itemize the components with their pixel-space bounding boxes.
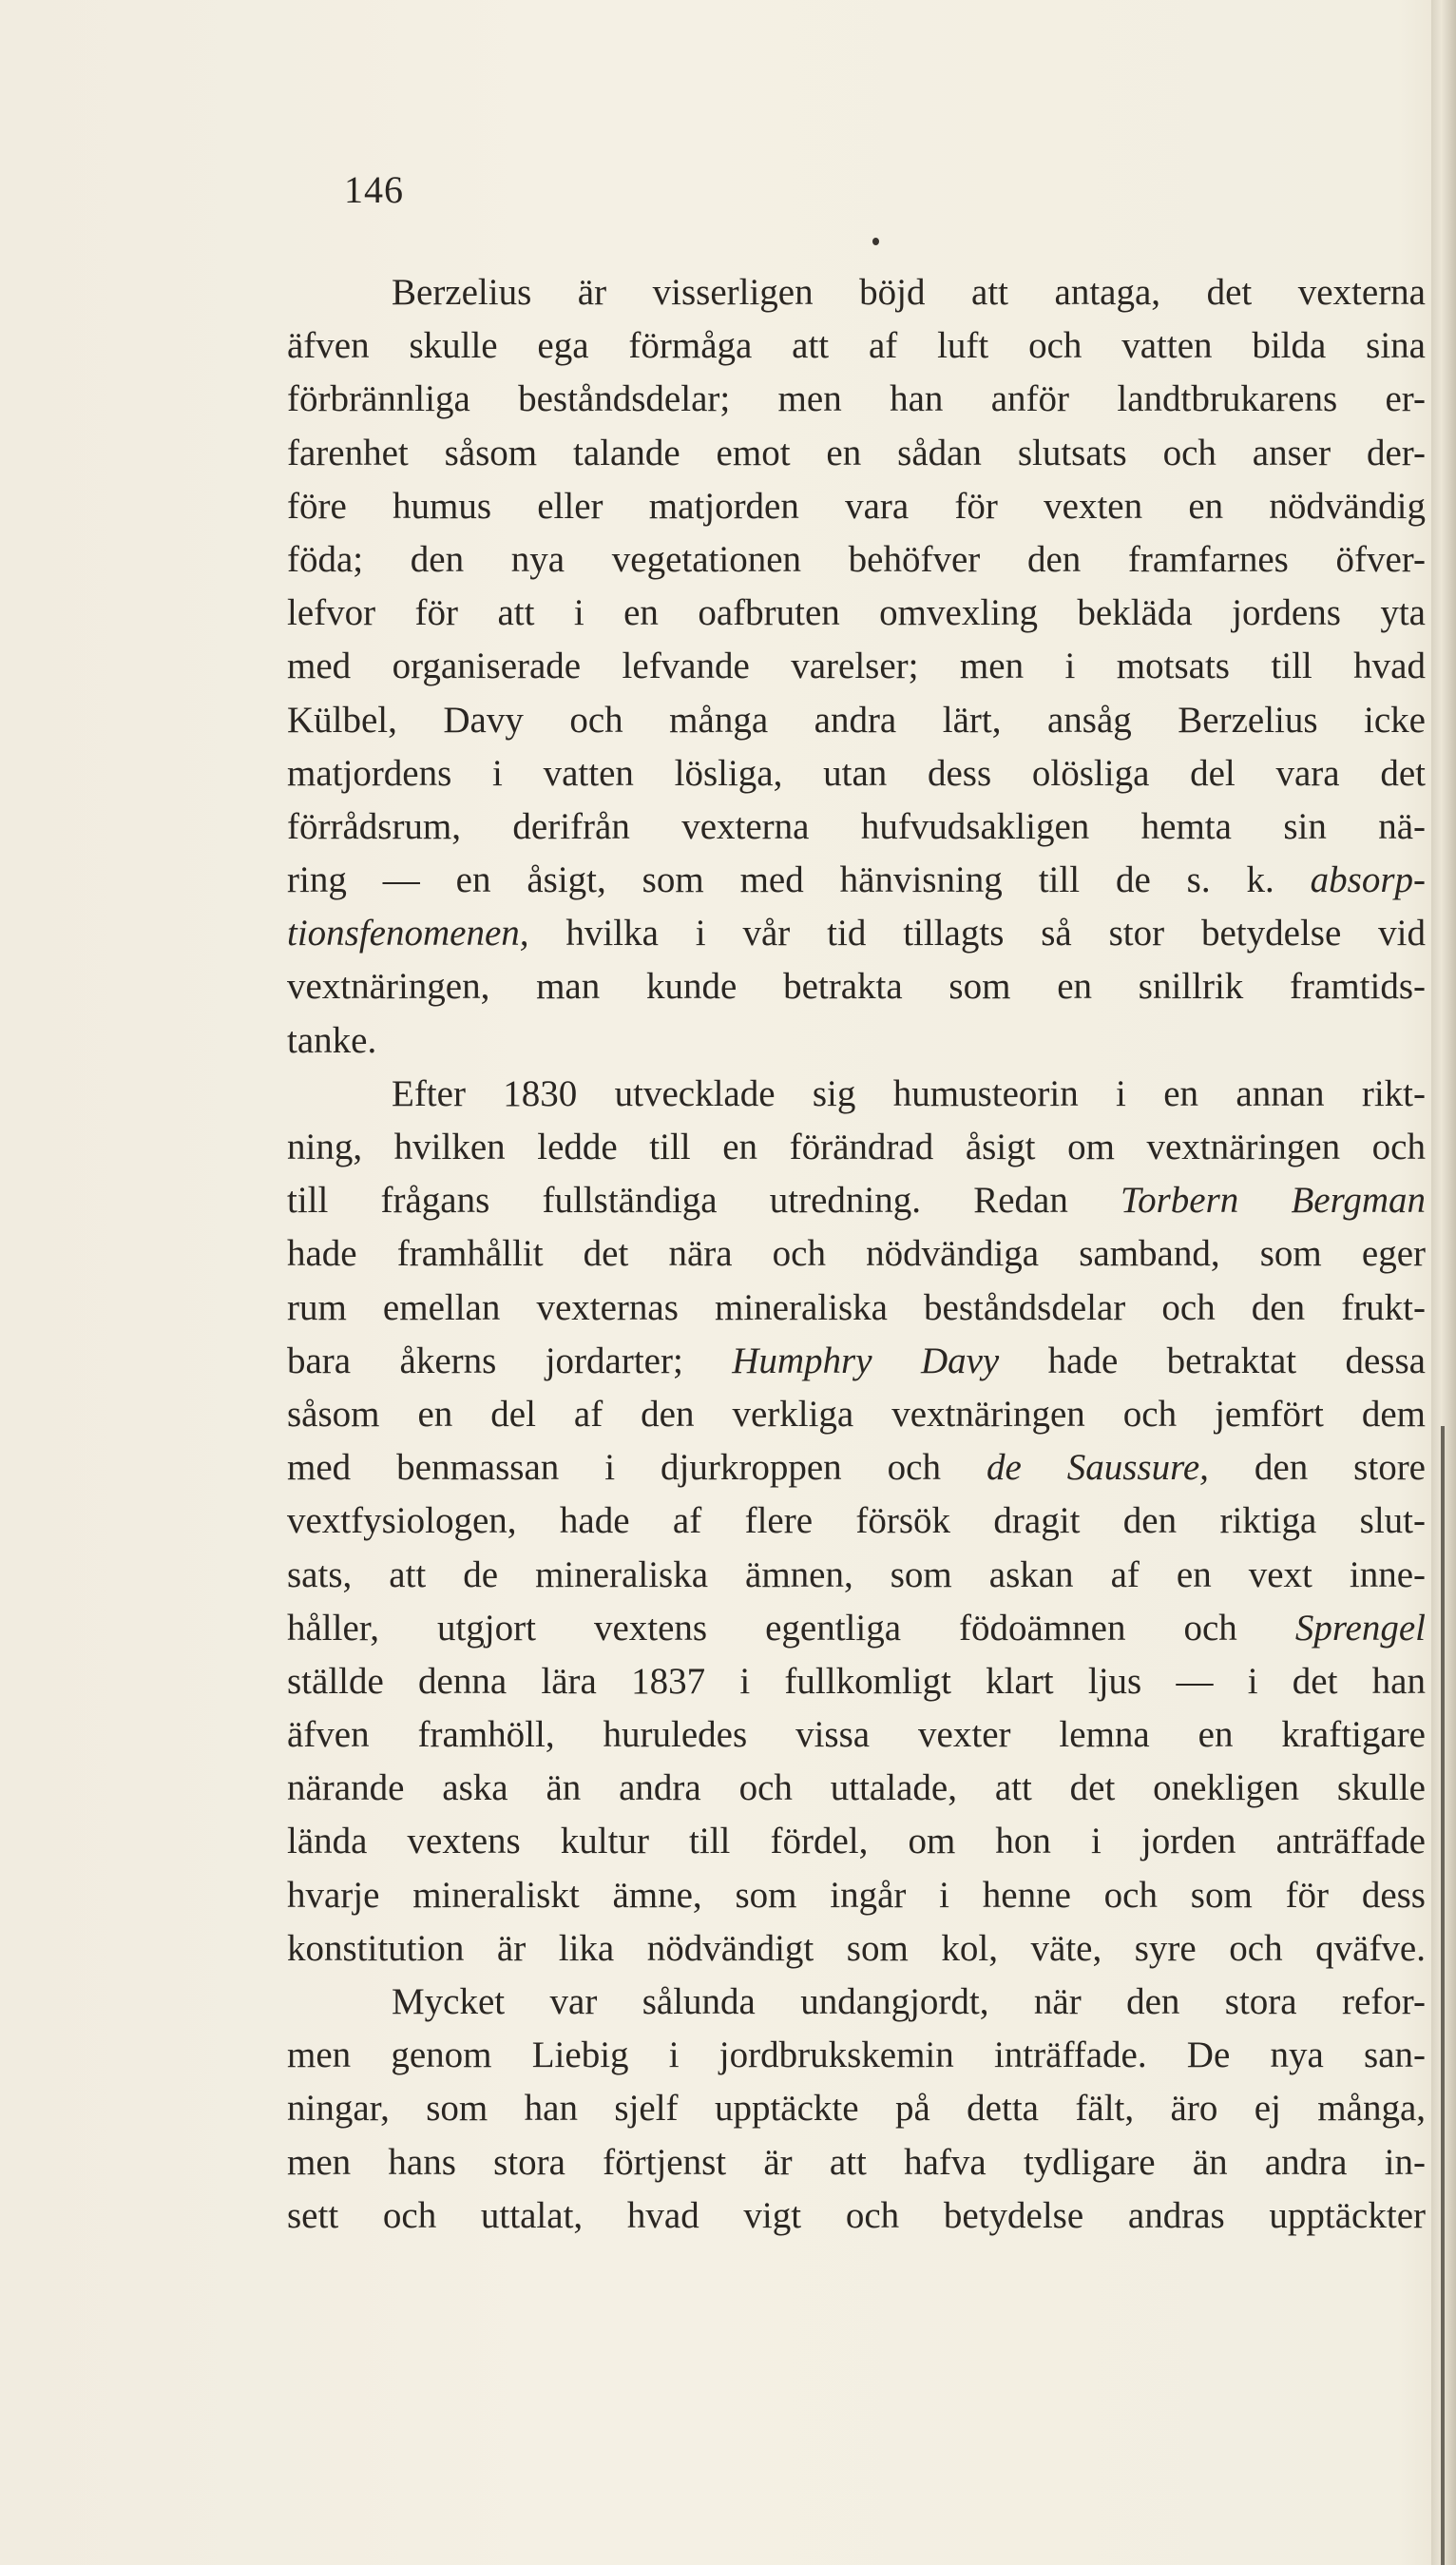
- text-line: [287, 1815, 1426, 1868]
- text-segment: äfven framhöll, huruledes vissa vexter lemna en kraftigare: [287, 1714, 1426, 1756]
- text-segment: hvilka i vår tid tillagts så stor betydelse vid: [528, 913, 1426, 955]
- text-segment: vextnäringen, man kunde betrakta som en snillrik framtids-: [287, 966, 1426, 1008]
- text-line: [287, 747, 1426, 800]
- text-line: [287, 1014, 1426, 1068]
- text-segment: föda; den nya vegetationen behöfver den framfarnes öfver-: [287, 538, 1426, 580]
- text-segment: hade framhållit det nära och nödvändiga samband, som eger: [287, 1233, 1426, 1275]
- text-segment: vextfysiologen, hade af flere försök dragit den riktiga slut-: [287, 1500, 1426, 1542]
- text-line: [287, 1121, 1426, 1174]
- text-segment: tanke.: [287, 1019, 377, 1061]
- text-line: [287, 1174, 1426, 1227]
- text-segment: till frågans fullständiga utredning. Redan: [287, 1180, 1121, 1222]
- text-line: [287, 1549, 1426, 1602]
- text-line: [287, 2082, 1426, 2135]
- text-segment: med organiserade lefvande varelser; men i motsats till hvad: [287, 646, 1426, 687]
- text-line: [287, 533, 1426, 587]
- text-line: [287, 2136, 1426, 2189]
- text-segment: sats, att de mineraliska ämnen, som askan af en vext inne-: [287, 1553, 1426, 1595]
- text-line: [287, 1976, 1426, 2029]
- text-segment: ning, hvilken ledde till en förändrad åsigt om vextnäringen och: [287, 1127, 1426, 1167]
- body-text: [287, 266, 1426, 2243]
- italic-text: de Saussure,: [986, 1447, 1209, 1489]
- text-line: [287, 1762, 1426, 1815]
- text-line: [287, 427, 1426, 480]
- italic-text: absorp-: [1310, 859, 1426, 901]
- text-segment: Mycket var sålunda undangjordt, när den stora refor-: [392, 1981, 1426, 2022]
- text-segment: farenhet såsom talande emot en sådan slutsats och anser der-: [287, 432, 1426, 473]
- text-line: [287, 1922, 1426, 1976]
- ink-speck: [872, 238, 879, 245]
- text-segment: hvarje mineraliskt ämne, som ingår i henne och som för dess: [287, 1874, 1426, 1916]
- text-line: [287, 587, 1426, 640]
- text-line: [287, 2189, 1426, 2243]
- italic-text: tionsfenomenen,: [287, 913, 529, 955]
- text-segment: den store: [1208, 1447, 1426, 1489]
- text-line: [287, 373, 1426, 426]
- text-segment: närande aska än andra och uttalade, att det onekligen skulle: [287, 1767, 1426, 1809]
- text-line: [287, 800, 1426, 854]
- text-line: [287, 1495, 1426, 1548]
- text-segment: ring — en åsigt, som med hänvisning till de s. k.: [287, 859, 1311, 901]
- text-line: [287, 960, 1426, 1013]
- text-segment: förrådsrum, derifrån vexterna hufvudsakligen hemta sin nä-: [287, 805, 1426, 847]
- text-line: [287, 1068, 1426, 1121]
- text-segment: hade betraktat dessa: [999, 1340, 1426, 1381]
- text-line: [287, 1388, 1426, 1441]
- text-line: [287, 1602, 1426, 1655]
- text-line: [287, 1282, 1426, 1335]
- text-segment: matjordens i vatten lösliga, utan dess olösliga del vara det: [287, 752, 1426, 794]
- text-segment: Efter 1830 utvecklade sig humusteorin i en annan rikt-: [392, 1072, 1426, 1114]
- text-segment: med benmassan i djurkroppen och: [287, 1447, 987, 1489]
- text-line: [287, 1441, 1426, 1495]
- text-segment: förbrännliga beståndsdelar; men han anför landtbrukarens er-: [287, 378, 1426, 420]
- text-segment: äfven skulle ega förmåga att af luft och vatten bilda sina: [287, 325, 1426, 367]
- text-line: [287, 640, 1426, 693]
- text-line: [287, 480, 1426, 533]
- page-number: 146: [344, 168, 404, 211]
- text-line: [287, 1655, 1426, 1708]
- text-segment: lända vextens kultur till fördel, om hon i jorden anträffade: [287, 1821, 1426, 1862]
- text-segment: Külbel, Davy och många andra lärt, ansåg Berzelius icke: [287, 699, 1426, 741]
- text-segment: sett och uttalat, hvad vigt och betydelse andras upptäckter: [287, 2194, 1426, 2236]
- text-line: [287, 1227, 1426, 1281]
- text-line: [287, 1869, 1426, 1922]
- text-segment: före humus eller matjorden vara för vexten en nödvändig: [287, 485, 1426, 527]
- text-line: [287, 2029, 1426, 2082]
- text-segment: ningar, som han sjelf upptäckte på detta fält, äro ej många,: [287, 2088, 1426, 2130]
- italic-text: Humphry Davy: [732, 1340, 1000, 1381]
- text-line: [287, 854, 1426, 907]
- text-segment: håller, utgjort vextens egentliga födoämnen och: [287, 1607, 1295, 1649]
- text-line: [287, 907, 1426, 960]
- text-segment: Berzelius är visserligen böjd att antaga, det vexterna: [392, 272, 1426, 313]
- text-segment: bara åkerns jordarter;: [287, 1340, 733, 1381]
- text-segment: men hans stora förtjenst är att hafva tydligare än andra in-: [287, 2141, 1426, 2183]
- text-line: [287, 319, 1426, 373]
- text-segment: konstitution är lika nödvändigt som kol, väte, syre och qväfve.: [287, 1927, 1426, 1969]
- text-segment: men genom Liebig i jordbrukskemin inträffade. De nya san-: [287, 2035, 1426, 2076]
- italic-text: Sprengel: [1294, 1607, 1426, 1649]
- text-segment: rum emellan vexternas mineraliska beståndsdelar och den frukt-: [287, 1286, 1426, 1328]
- text-line: [287, 1335, 1426, 1388]
- text-segment: såsom en del af den verkliga vextnäringen och jemfört dem: [287, 1393, 1426, 1435]
- text-line: [287, 694, 1426, 747]
- text-segment: ställde denna lära 1837 i fullkomligt klart ljus — i det han: [287, 1660, 1426, 1702]
- text-segment: lefvor för att i en oafbruten omvexling bekläda jordens yta: [287, 592, 1426, 634]
- italic-text: Torbern Bergman: [1121, 1180, 1426, 1222]
- binding-shadow: [1441, 1426, 1445, 2565]
- text-line: [287, 1708, 1426, 1762]
- text-line: [287, 266, 1426, 319]
